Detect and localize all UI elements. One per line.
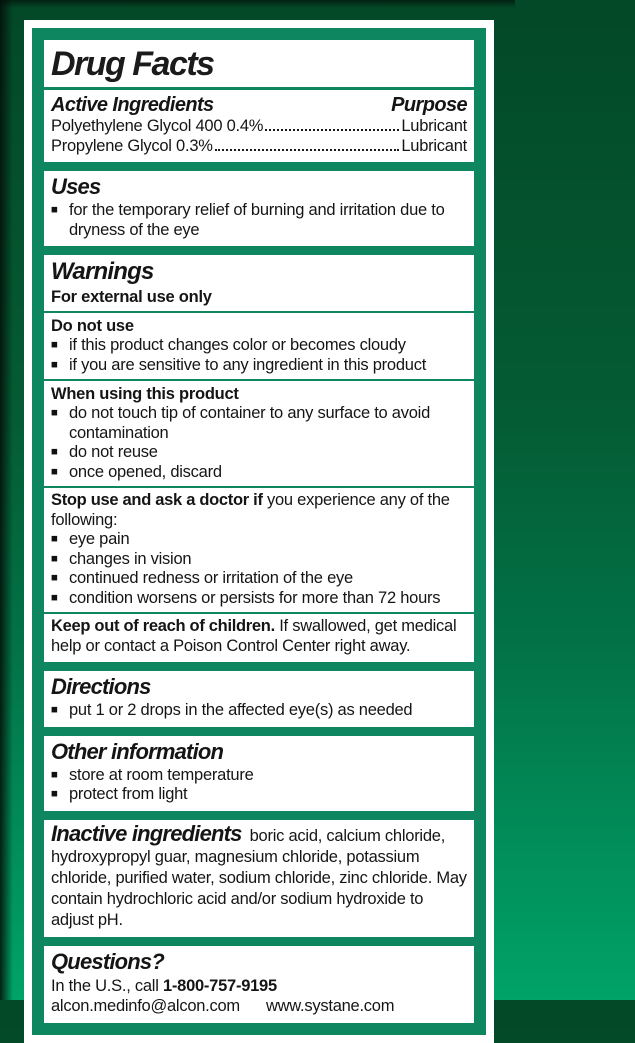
other-information-bullet-text: store at room temperature [69, 765, 254, 784]
do-not-use-bullet [44, 356, 474, 376]
square-bullet-icon: ■ [51, 788, 58, 800]
contact-email: alcon.medinfo@alcon.com [51, 997, 240, 1015]
square-bullet-icon: ■ [51, 704, 58, 716]
when-using-bullet-text: once opened, discard [69, 462, 222, 481]
stop-use-bullet-text: condition worsens or persists for more than 72 hours [69, 588, 441, 607]
other-information-bullet [44, 766, 474, 786]
warnings-divider [44, 486, 474, 489]
directions-bullet-text: put 1 or 2 drops in the affected eye(s) as needed [69, 701, 413, 719]
when-using-bullet [44, 404, 474, 443]
panel-uses [44, 171, 474, 246]
stop-use-bullet [44, 530, 474, 550]
external-use-statement: For external use only [51, 288, 212, 306]
when-using-bullet-text: do not reuse [69, 443, 158, 461]
stop-use-bullet [44, 550, 474, 570]
stop-use-bullet [44, 569, 474, 589]
drug-facts-title: Drug Facts [51, 45, 214, 83]
panel-inactive-ingredients [44, 820, 474, 937]
square-bullet-icon: ■ [51, 533, 58, 545]
website-url: www.systane.com [265, 997, 395, 1015]
ingredient-purpose: Lubricant [401, 136, 467, 155]
square-bullet-icon: ■ [51, 768, 58, 781]
questions-phone-line [44, 976, 474, 997]
uses-heading: Uses [51, 174, 101, 199]
when-using-bullet [44, 463, 474, 483]
stop-use-statement [44, 491, 474, 530]
square-bullet-icon: ■ [51, 339, 58, 351]
panel-warnings [44, 255, 474, 662]
directions-bullet [44, 701, 474, 721]
ingredient-row [44, 137, 474, 157]
square-bullet-icon: ■ [51, 591, 58, 604]
keep-out-rest: If swallowed, get medical help or contact a Poison Control Center right away. [51, 617, 457, 655]
purpose-heading: Purpose [391, 94, 467, 116]
when-using-bullet [44, 443, 474, 463]
do-not-use-heading: Do not use [51, 317, 134, 335]
phone-number: 1-800-757-9195 [162, 976, 277, 995]
uses-bullet [44, 201, 474, 240]
square-bullet-icon: ■ [51, 552, 58, 565]
other-information-bullet-text: protect from light [69, 785, 188, 803]
inactive-ingredients-heading: Inactive ingredients [51, 820, 242, 846]
warnings-heading: Warnings [51, 258, 154, 285]
stop-use-bullet-text: changes in vision [69, 549, 192, 568]
warnings-divider [44, 311, 474, 314]
square-bullet-icon: ■ [51, 465, 58, 478]
ingredient-row [44, 117, 474, 137]
active-ingredients-header-row [44, 93, 474, 117]
directions-heading: Directions [51, 674, 151, 699]
inactive-ingredients-paragraph [44, 822, 474, 931]
inactive-ingredients-text: boric acid, calcium chloride, hydroxypropyl guar, magnesium chloride, potassium chloride, purified water, sodium chloride, zinc chloride. May contain hydrochloric acid and/or sodium hydroxide to adjust pH. [51, 826, 467, 929]
stop-use-bold: Stop use and ask a doctor if [51, 491, 263, 509]
square-bullet-icon: ■ [51, 358, 58, 371]
warnings-divider [44, 612, 474, 615]
photo-left-shadow [0, 0, 13, 1000]
label-green-frame [32, 28, 486, 1035]
when-using-heading: When using this product [51, 385, 239, 403]
questions-contact-line [44, 996, 474, 1017]
panel-directions [44, 671, 474, 727]
questions-heading: Questions? [51, 948, 165, 974]
keep-out-of-reach-statement [44, 617, 474, 656]
call-prefix: In the U.S., call [51, 976, 163, 995]
square-bullet-icon: ■ [51, 572, 58, 584]
ingredient-name: Polyethylene Glycol 400 0.4% [51, 117, 264, 135]
do-not-use-bullet-text: if this product changes color or becomes cloudy [69, 336, 406, 354]
square-bullet-icon: ■ [51, 204, 58, 216]
keep-out-bold: Keep out of reach of children. [51, 617, 275, 635]
stop-use-rest: you experience any of the following: [51, 491, 450, 529]
square-bullet-icon: ■ [51, 446, 58, 458]
panel-questions [44, 946, 474, 1023]
square-bullet-icon: ■ [51, 407, 58, 419]
other-information-bullet [44, 785, 474, 805]
other-information-heading: Other information [51, 738, 224, 764]
drug-facts-label [24, 20, 494, 1043]
warnings-divider [44, 379, 474, 382]
do-not-use-bullet [44, 336, 474, 356]
ingredient-name: Propylene Glycol 0.3% [51, 136, 213, 155]
title-divider [44, 87, 474, 90]
panel-title-active-ingredients [44, 40, 474, 162]
when-using-bullet-text: do not touch tip of container to any surface to avoid contamination [69, 404, 430, 442]
dot-leader [215, 149, 400, 151]
dot-leader [265, 129, 399, 131]
panel-other-information [44, 736, 474, 811]
do-not-use-bullet-text: if you are sensitive to any ingredient in this product [69, 355, 427, 374]
stop-use-bullet [44, 589, 474, 609]
photo-top-shadow [0, 0, 515, 8]
stop-use-bullet-text: eye pain [69, 530, 130, 548]
active-ingredients-heading: Active Ingredients [51, 94, 214, 116]
stop-use-bullet-text: continued redness or irritation of the eye [69, 569, 353, 587]
ingredient-purpose: Lubricant [401, 117, 467, 135]
uses-bullet-text: for the temporary relief of burning and irritation due to dryness of the eye [69, 201, 445, 239]
